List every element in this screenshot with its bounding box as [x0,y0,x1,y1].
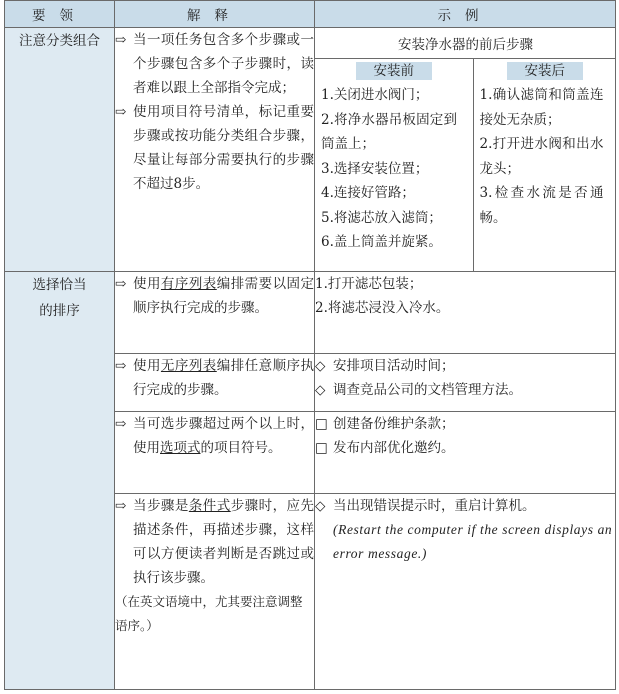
checkbox-icon: □ [315,440,328,456]
before-install-column [315,59,473,272]
example-line: ◇ 安排项目活动时间； [315,354,615,378]
section-row-grouping [5,28,616,272]
example-line: ◇ 调查竞品公司的文档管理方法。 [315,378,615,402]
checkbox-icon: □ [315,416,328,432]
term-conditional: 条件式 [188,498,231,514]
example-ordered-list [315,272,616,354]
explanation-optional-steps: ⇨ 当可选步骤超过两个以上时，使用选项式的项目符号。 [115,412,315,494]
explanation-item: ⇨ 使用项目符号清单，标记重要步骤或按功能分类组合步骤，尽量让每部分需要执行的步骤不超过8步。 [115,100,314,196]
term-option-style: 选项式 [160,440,201,456]
header-example: 示例 [315,1,616,28]
example-grouping [315,28,616,272]
term-ordered-list: 有序列表 [160,276,217,292]
before-step: 2.将净水器吊板固定到筒盖上； [321,111,457,152]
diamond-icon: ◇ [315,498,326,514]
example-line: □ 发布内部优化邀约。 [315,436,615,460]
before-step: 4.连接好管路； [321,185,415,201]
english-example: (Restart the computer if the screen displays an error message.) [333,522,613,561]
section-label-grouping: 注意分类组合 [5,28,115,272]
example-optional-steps [315,412,616,494]
after-install-column [473,59,616,272]
term-unordered-list: 无序列表 [160,358,217,374]
arrow-icon: ⇨ [115,358,127,374]
explanation-ordered-list: ⇨ 使用有序列表编排需要以固定顺序执行完成的步骤。 [115,272,315,354]
example-line: □ 创建备份维护条款； [315,412,615,436]
after-install-tag: 安装后 [507,62,584,80]
arrow-icon: ⇨ [115,416,127,432]
guideline-table [4,0,616,690]
header-explanation: 解释 [115,1,315,28]
language-note: （在英文语境中，尤其要注意调整语序。） [115,594,303,633]
diamond-icon: ◇ [315,358,326,374]
section-row-ordering-1 [5,272,616,354]
arrow-icon: ⇨ [115,32,127,48]
example-line: 2.将滤芯浸没入冷水。 [315,300,450,316]
before-step: 6.盖上筒盖并旋紧。 [321,234,442,250]
section-label-ordering: 选择恰当 的排序 [5,272,115,690]
arrow-icon: ⇨ [115,276,127,292]
after-step: 1.确认滤筒和筒盖连接处无杂质； [479,87,604,128]
example-unordered-list [315,354,616,412]
install-steps-table [315,28,616,271]
before-step: 5.将滤芯放入滤筒； [321,209,442,226]
explanation-item: ⇨ 当一项任务包含多个步骤或一个步骤包含多个子步骤时，读者难以跟上全部指令完成； [115,28,314,100]
before-install-tag: 安装前 [356,62,433,80]
example-line: 1.打开滤芯包装； [315,276,423,292]
install-steps-title: 安装净水器的前后步骤 [315,28,616,59]
before-step: 3.选择安装位置； [321,160,429,177]
example-line: ◇ 当出现错误提示时，重启计算机。 [315,494,615,518]
diamond-icon: ◇ [315,382,326,398]
arrow-icon: ⇨ [115,104,127,120]
before-step: 1.关闭进水阀门； [321,87,429,103]
header-row [5,1,616,28]
example-conditional-steps [315,494,616,690]
explanation-unordered-list: ⇨ 使用无序列表编排任意顺序执行完成的步骤。 [115,354,315,412]
after-step: 2.打开进水阀和出水龙头； [479,136,604,177]
header-key-points: 要领 [5,1,115,28]
after-step: 3.检查水流是否通畅。 [479,185,604,226]
explanation-conditional-steps: ⇨ 当步骤是条件式步骤时，应先描述条件，再描述步骤，这样可以方便读者判断是否跳过或执行该步骤。 （在英文语境中，尤其要注意调整语序。） [115,494,315,690]
arrow-icon: ⇨ [115,498,127,514]
explanation-grouping [115,28,315,272]
